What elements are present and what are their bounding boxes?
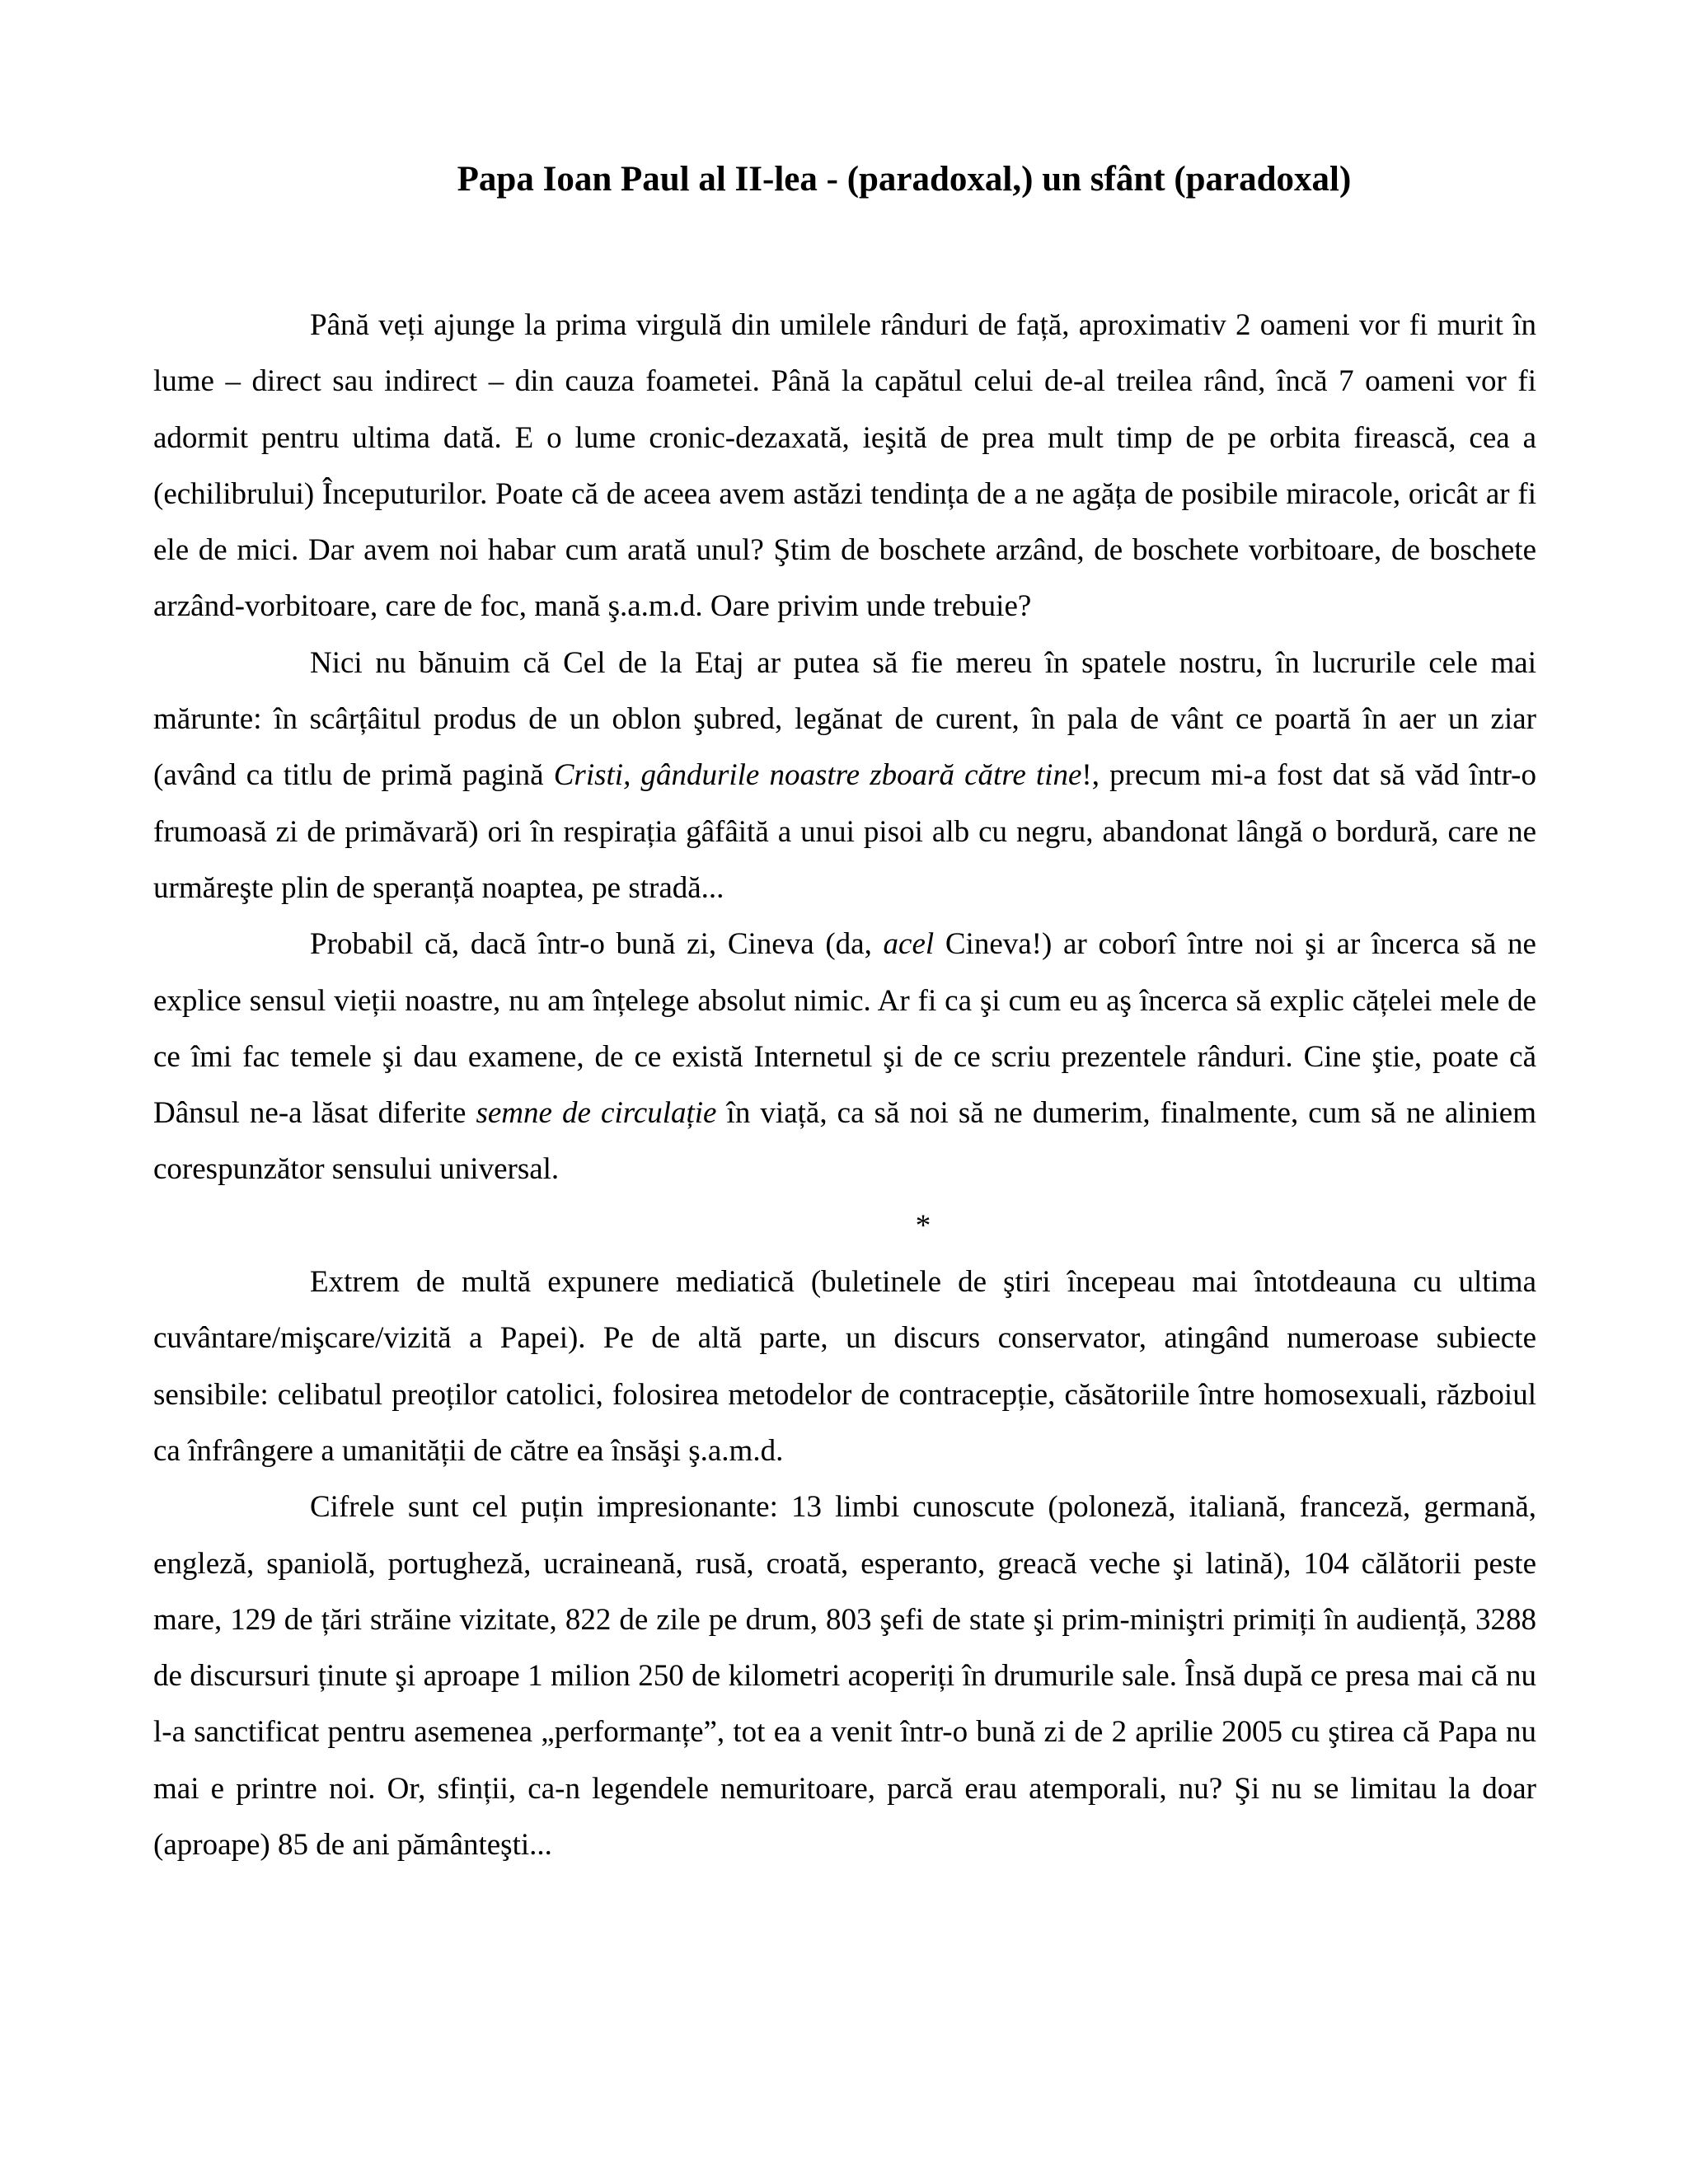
paragraph-text-segment: Nici nu bănuim că Cel de la Etaj ar putea să fie mereu în spatele nostru, în lucrurile cele mai mărunte: în scârțâitul produs de un oblon şubred, legănat de curent, în pala de vânt ce poartă în aer un ziar (având ca titlu de primă pagină xyxy=(153,645,1536,793)
paragraph-famine-intro: Până veți ajunge la prima virgulă din umilele rânduri de față, aproximativ 2 oameni vor fi murit în lume – direct sau indirect – din cauza foametei. Până la capătul celui de-al treilea rând, încă 7 oameni vor fi adormit pentru ultima dată. E o lume cronic-dezaxată, ieşită de prea mult timp de pe orbita firească, cea a (echilibrului) Începuturilor. Poate că de aceea avem astăzi tendința de a ne agăța de posibile miracole, oricât ar fi ele de mici. Dar avem noi habar cum arată unul? Ştim de boschete arzând, de boschete vorbitoare, de boschete arzând-vorbitoare, care de foc, mană ş.a.m.d. Oare privim unde trebuie? xyxy=(153,308,1536,624)
paragraph-media-exposure: Extrem de multă expunere mediatică (buletinele de ştiri începeau mai întotdeauna cu ultima cuvântare/mişcare/vizită a Papei). Pe de altă parte, un discurs conservator, atingând numeroase subiecte sensibile: celibatul preoților catolici, folosirea metodelor de contracepție, căsătoriile între homosexuali, războiul ca înfrângere a umanității de către ea însăşi ş.a.m.d. xyxy=(153,1265,1536,1468)
document-title: Papa Ioan Paul al II-lea - (paradoxal,) un sfânt (paradoxal) xyxy=(457,160,1352,199)
italic-emphasis: acel xyxy=(883,927,935,962)
section-separator: * xyxy=(915,1208,931,1243)
italic-newspaper-headline: Cristi, gândurile noastre zboară către tine xyxy=(553,758,1082,793)
paragraph-small-miracles xyxy=(153,635,1536,916)
paragraph-text-segment: Probabil că, dacă într-o bună zi, Cineva (da, xyxy=(310,927,884,962)
paragraph-meaning-of-life xyxy=(153,916,1536,1197)
document-body xyxy=(153,298,1536,1873)
italic-traffic-signs: semne de circulație xyxy=(476,1096,717,1131)
paragraph-text-segment: !, precum mi-a fost dat să văd într-o frumoasă zi de primăvară) ori în respirația gâfâită a unui pisoi alb cu negru, abandonat lângă o bordură, care ne urmăreşte plin de speranță noaptea, pe stradă... xyxy=(153,758,1536,905)
paragraph-statistics: Cifrele sunt cel puțin impresionante: 13 limbi cunoscute (poloneză, italiană, franceză, germană, engleză, spaniolă, portugheză, ucraineană, rusă, croată, esperanto, greacă veche şi latină), 104 călătorii peste mare, 129 de țări străine vizitate, 822 de zile pe drum, 803 şefi de state şi prim-miniştri primiți în audiență, 3288 de discursuri ținute şi aproape 1 milion 250 de kilometri acoperiți în drumurile sale. Însă după ce presa mai că nu l-a sanctificat pentru asemenea „performanțe”, tot ea a venit într-o bună zi de 2 aprilie 2005 cu ştirea că Papa nu mai e printre noi. Or, sfinții, ca-n legendele nemuritoare, parcă erau atemporali, nu? Şi nu se limitau la doar (aproape) 85 de ani pământeşti... xyxy=(153,1490,1536,1863)
paragraph-text-segment: în viață, ca să noi să ne dumerim, finalmente, cum să ne aliniem corespunzător sensului universal. xyxy=(153,1096,1536,1187)
paragraph-text-segment: Cineva!) ar coborî între noi şi ar încerca să ne explice sensul vieții noastre, nu am înțelege absolut nimic. Ar fi ca şi cum eu aş încerca să explic cățelei mele de ce îmi fac temele şi dau examene, de ce există Internetul şi de ce scriu prezentele rânduri. Cine ştie, poate că Dânsul ne-a lăsat diferite xyxy=(153,927,1536,1131)
